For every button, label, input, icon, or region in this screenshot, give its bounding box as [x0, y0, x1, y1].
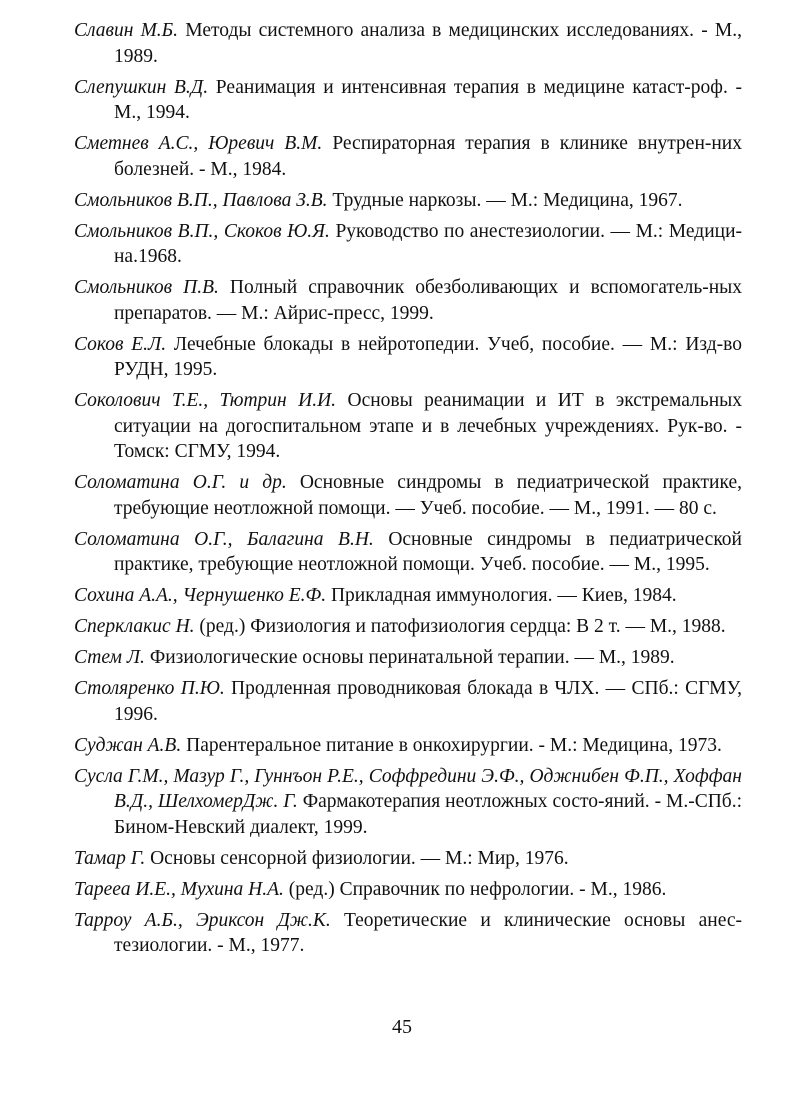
entry-author: Сперклакис Н. [74, 616, 195, 637]
entry-text: Трудные наркозы. — М.: Медицина, 1967. [332, 189, 683, 211]
entry-author: Соков Е.Л. [74, 333, 167, 355]
bibliography-entry [74, 908, 742, 959]
bibliography-entry [74, 764, 742, 841]
entry-author: Тарееа И.Е., Мухина Н.А. [74, 878, 284, 900]
entry-author: Сусла Г.М., Мазур Г., Гуннъон Р.Е., Соффредини Э.Ф., Оджнибен Ф.П., Хоффан В.Д., ШелхомерДж. Г. [74, 765, 742, 812]
entry-text: Руководство по анестезиологии. — М.: Медици-на.1968. [114, 220, 742, 267]
bibliography-list [74, 18, 742, 964]
entry-text: Физиологические основы перинатальной терапии. — М., 1989. [149, 647, 675, 668]
entry-text: Основные синдромы в педиатрической практике, требующие неотложной помощи. Учеб. пособие. — М., 1995. [114, 528, 742, 575]
entry-author: Столяренко П.Ю. [74, 678, 225, 699]
entry-author: Суджан А.В. [74, 734, 182, 756]
entry-author: Слепушкин В.Д. [74, 76, 209, 98]
entry-text: Методы системного анализа в медицинских исследованиях. - М., 1989. [114, 20, 742, 67]
entry-text: (ред.) Справочник по нефрологии. - М., 1986. [288, 878, 667, 900]
entry-author: Славин М.Б. [74, 20, 179, 41]
entry-text: Прикладная иммунология. — Киев, 1984. [330, 585, 677, 606]
entry-text: Реанимация и интенсивная терапия в медицине катаст-роф. - М., 1994. [114, 76, 743, 123]
bibliography-entry [74, 877, 742, 903]
entry-author: Смольников В.П., Скоков Ю.Я. [74, 220, 330, 242]
entry-text: Респираторная терапия в клинике внутрен-них болезней. - М., 1984. [114, 133, 742, 180]
entry-text: Основы реанимации и ИТ в экстремальных ситуации на догоспитальном этапе и в лечебных учреждениях. Рук-во. - Томск: СГМУ, 1994. [114, 390, 742, 462]
entry-author: Соколович Т.Е., Тютрин И.И. [74, 390, 337, 411]
entry-text: Лечебные блокады в нейротопедии. Учеб, пособие. — М.: Изд-во РУДН, 1995. [114, 333, 743, 380]
entry-text: Полный справочник обезболивающих и вспомогатель-ных препаратов. — М.: Айрис-пресс, 1999. [114, 277, 743, 324]
bibliography-entry [74, 614, 742, 640]
entry-author: Тамар Г. [74, 847, 146, 869]
bibliography-entry [74, 131, 742, 182]
entry-author: Соломатина О.Г., Балагина В.Н. [74, 528, 374, 550]
entry-text: (ред.) Физиология и патофизиология сердца: В 2 т. — М., 1988. [199, 616, 726, 637]
bibliography-entry [74, 275, 742, 326]
bibliography-entry [74, 75, 742, 126]
bibliography-entry [74, 583, 742, 609]
entry-author: Стем Л. [74, 647, 145, 668]
bibliography-entry [74, 332, 742, 383]
bibliography-entry [74, 733, 742, 759]
entry-text: Основные синдромы в педиатрической практике, требующие неотложной помощи. — Учеб. пособие. — М., 1991. — 80 с. [114, 472, 743, 519]
bibliography-entry [74, 645, 742, 671]
bibliography-entry [74, 188, 742, 214]
entry-text: Фармакотерапия неотложных состо-яний. - М.-СПб.: Бином-Невский диалект, 1999. [114, 791, 743, 838]
entry-author: Сохина А.А., Чернушенко Е.Ф. [74, 585, 327, 606]
entry-text: Продленная проводниковая блокада в ЧЛХ. — СПб.: СГМУ, 1996. [114, 678, 742, 725]
bibliography-entry [74, 846, 742, 872]
entry-author: Соломатина О.Г. и др. [74, 472, 287, 493]
bibliography-entry [74, 18, 742, 69]
entry-text: Теоретические и клинические основы анес-тезиологии. - М., 1977. [114, 909, 743, 956]
entry-text: Парентеральное питание в онкохирургии. - М.: Медицина, 1973. [186, 734, 722, 756]
bibliography-entry [74, 470, 742, 521]
entry-author: Смольников П.В. [74, 277, 219, 298]
entry-author: Тарроу А.Б., Эриксон Дж.К. [74, 909, 331, 931]
entry-text: Основы сенсорной физиологии. — М.: Мир, 1976. [150, 847, 569, 869]
bibliography-entry [74, 527, 742, 578]
entry-author: Сметнев А.С., Юревич В.М. [74, 133, 323, 154]
entry-author: Смольников В.П., Павлова З.В. [74, 189, 328, 211]
bibliography-entry [74, 388, 742, 465]
bibliography-entry [74, 219, 742, 270]
bibliography-entry [74, 676, 742, 727]
page-number: 45 [392, 1016, 412, 1038]
